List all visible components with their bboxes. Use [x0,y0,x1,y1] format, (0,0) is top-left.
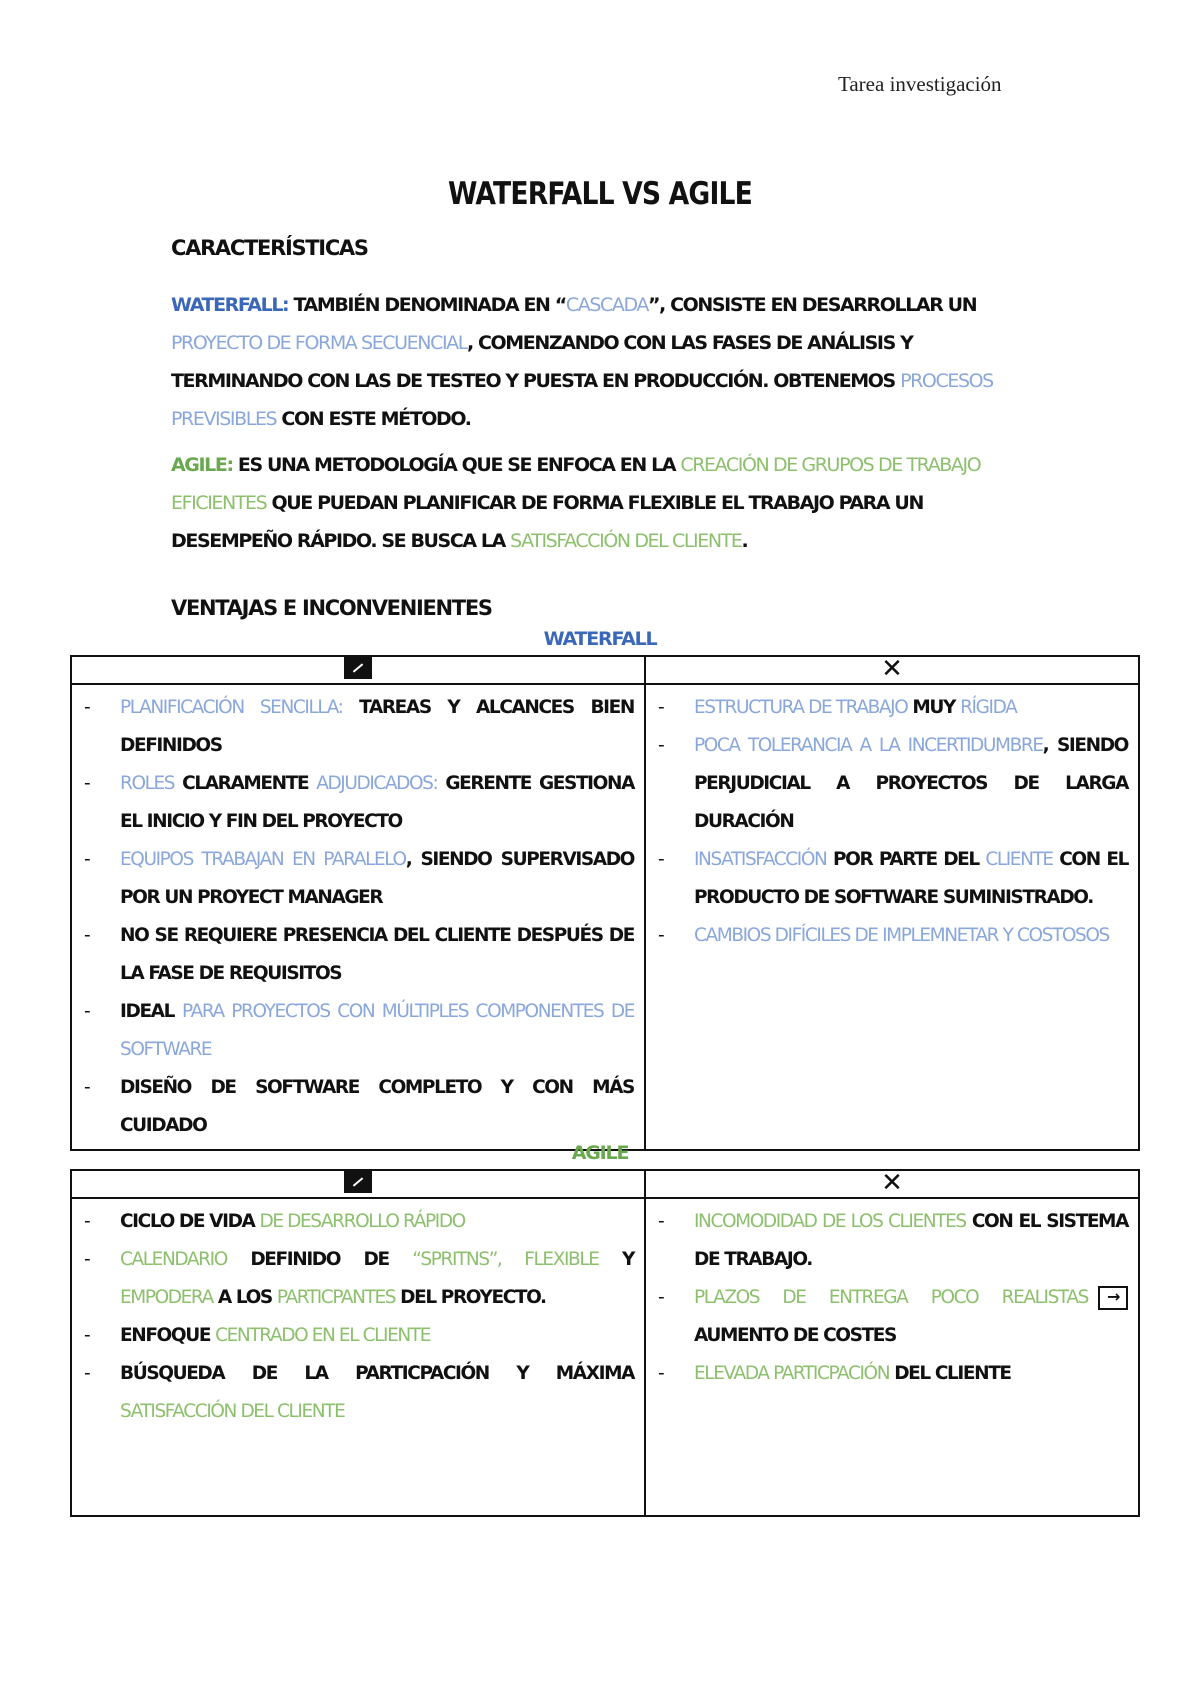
waterfall-pros-cell [71,684,645,1150]
text-run: BÚSQUEDA DE LA PARTICPACIÓN Y MÁXIMA [120,1363,634,1384]
section-heading-ventajas: VENTAJAS E INCONVENIENTES [171,596,492,620]
list-item [72,765,634,841]
agile-cons-cell [645,1198,1139,1516]
pros-header [71,656,645,684]
text-run: TAREAS Y ALCANCES BIEN DEFINIDOS [120,697,634,756]
list-item [646,727,1128,841]
agile-label: AGILE: [171,454,233,476]
list-item [72,1069,634,1145]
check-icon [344,1171,372,1193]
highlight-run: CREACIÓN DE GRUPOS DE TRABAJO EFICIENTES [171,454,981,514]
list-item [72,1241,634,1317]
cons-header [645,1170,1139,1198]
highlight-run: PARA PROYECTOS CON MÚLTIPLES COMPONENTES DE SOFTWARE [120,1001,634,1060]
list-item [72,993,634,1069]
list-item [646,1279,1128,1355]
list-item [72,689,634,765]
list-item [72,1355,634,1431]
waterfall-cons-cell [645,684,1139,1150]
highlight-run: RÍGIDA [960,697,1017,718]
text-run: , COMENZANDO CON LAS FASES DE ANÁLISIS Y TERMINANDO CON LAS DE TESTEO Y PUESTA EN PRODUCCIÓN. OBTENEMOS [171,332,913,392]
highlight-run: PROCESOS PREVISIBLES [171,370,993,430]
waterfall-paragraph [171,286,1011,438]
list-item [646,1203,1128,1279]
waterfall-table [70,655,1140,1151]
text-run: DISEÑO DE SOFTWARE COMPLETO Y CON MÁS CUIDADO [120,1077,634,1136]
text-run: . [741,530,748,552]
cross-icon: ✕ [881,654,903,684]
highlight-run: DE DESARROLLO RÁPIDO [259,1211,465,1232]
text-run: , SIENDO SUPERVISADO POR UN PROYECT MANAGER [120,849,634,908]
highlight-run: ESTRUCTURA DE TRABAJO [694,697,908,718]
text-run: POR PARTE DEL [826,849,986,870]
text-run: Y [598,1249,634,1270]
highlight-run: CASCADA [565,294,648,316]
highlight-run: PARTICPANTES [276,1287,396,1308]
page-header: Tarea investigación [838,72,1002,96]
pros-header [71,1170,645,1198]
check-icon [344,657,372,679]
text-run: CON EL PRODUCTO DE SOFTWARE SUMINISTRADO. [694,849,1128,908]
list-item [646,841,1128,917]
section-heading-caracteristicas: CARACTERÍSTICAS [171,236,368,260]
list-item [646,1355,1128,1393]
list-item [646,917,1128,955]
highlight-run: INSATISFACCIÓN [694,849,827,870]
list-item [72,1203,634,1241]
arrow-right-icon: → [1098,1286,1128,1310]
text-run: ENFOQUE [120,1325,216,1346]
highlight-run: ELEVADA PARTICPACIÓN [694,1363,890,1384]
highlight-run: CLIENTE [985,849,1053,870]
agile-pros-cell [71,1198,645,1516]
cross-icon: ✕ [881,1168,903,1198]
cons-header [645,656,1139,684]
highlight-run: INCOMODIDAD DE LOS CLIENTES [694,1211,966,1232]
highlight-run: “SPRITNS”, FLEXIBLE [412,1249,599,1270]
text-run: A LOS [212,1287,277,1308]
text-run: CICLO DE VIDA [120,1211,260,1232]
text-run: ”, CONSISTE EN DESARROLLAR UN [647,294,977,316]
list-item [646,689,1128,727]
text-run: NO SE REQUIERE PRESENCIA DEL CLIENTE DESPUÉS DE LA FASE DE REQUISITOS [120,925,634,984]
text-run: MUY [907,697,961,718]
highlight-run: EMPODERA [120,1287,213,1308]
text-run: IDEAL [120,1001,183,1022]
page-title: WATERFALL VS AGILE [447,176,753,212]
highlight-run: CALENDARIO [120,1249,227,1270]
highlight-run: EQUIPOS TRABAJAN EN PARALELO [120,849,406,870]
highlight-run: ADJUDICADOS: [316,773,438,794]
text-run: QUE PUEDAN PLANIFICAR DE FORMA FLEXIBLE EL TRABAJO PARA UN DESEMPEÑO RÁPIDO. SE BUSCA LA [171,492,923,552]
highlight-run: PROYECTO DE FORMA SECUENCIAL [171,332,467,354]
agile-table-label: AGILE [571,1142,629,1164]
list-item [72,841,634,917]
waterfall-label: WATERFALL: [171,294,289,316]
highlight-run: ROLES [120,773,175,794]
agile-paragraph [171,446,1011,560]
text-run: DEL CLIENTE [889,1363,1011,1384]
text-run: , SIENDO PERJUDICIAL A PROYECTOS DE LARGA DURACIÓN [694,735,1129,832]
list-item [72,917,634,993]
text-run: CLARAMENTE [174,773,317,794]
highlight-run: PLANIFICACIÓN SENCILLA: [120,697,343,718]
highlight-run: PLAZOS DE ENTREGA POCO REALISTAS [694,1287,1088,1308]
text-run: DEL PROYECTO. [395,1287,546,1308]
waterfall-table-label: WATERFALL [543,628,657,650]
text-run: CON EL SISTEMA DE TRABAJO. [694,1211,1128,1270]
text-run: TAMBIÉN DENOMINADA EN “ [288,294,566,316]
text-run: AUMENTO DE COSTES [694,1325,896,1346]
text-run: CON ESTE MÉTODO. [276,408,471,430]
highlight-run: SATISFACCIÓN DEL CLIENTE [120,1401,345,1422]
list-item [72,1317,634,1355]
agile-table [70,1169,1140,1517]
text-run: ES UNA METODOLOGÍA QUE SE ENFOCA EN LA [232,454,681,476]
text-run: DEFINIDO DE [226,1249,413,1270]
highlight-run: SATISFACCIÓN DEL CLIENTE [510,530,742,552]
text-run: GERENTE GESTIONA EL INICIO Y FIN DEL PROYECTO [120,773,634,832]
highlight-run: CENTRADO EN EL CLIENTE [215,1325,431,1346]
highlight-run: CAMBIOS DIFÍCILES DE IMPLEMNETAR Y COSTOSOS [694,925,1109,946]
highlight-run: POCA TOLERANCIA A LA INCERTIDUMBRE [694,735,1043,756]
